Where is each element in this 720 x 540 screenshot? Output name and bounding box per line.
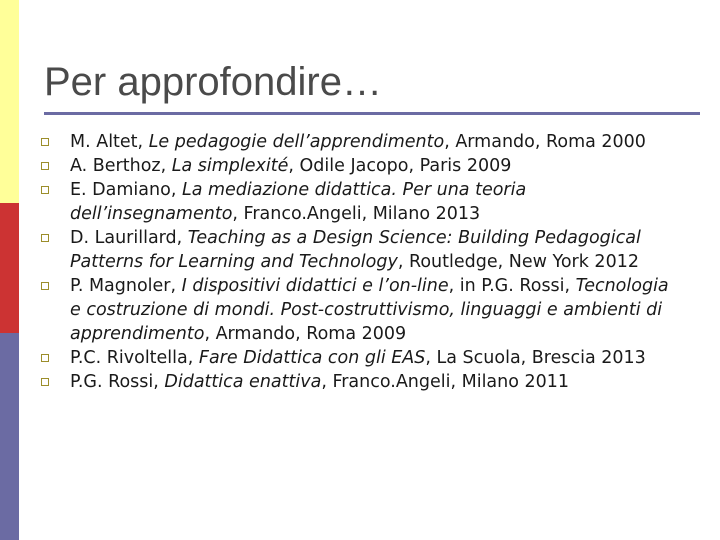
sidebar-blue-segment: [0, 333, 19, 540]
reference-in-text: , in P.G. Rossi,: [448, 276, 576, 296]
slide-title: Per approfondire…: [44, 60, 382, 104]
reference-item: [40, 130, 680, 154]
reference-publisher: , Franco.Angeli, Milano 2013: [232, 204, 481, 224]
reference-item: [40, 226, 680, 274]
reference-item: [40, 370, 680, 394]
reference-book-title: Tecnologia e costruzione di mondi. Post-costruttivismo, linguaggi e ambienti di apprendimento: [70, 276, 669, 344]
reference-book-title: Le pedagogie dell’apprendimento: [148, 132, 445, 152]
reference-book-title: La simplexité: [171, 156, 289, 176]
hollow-square-bullet-icon: [41, 378, 49, 386]
reference-item: [40, 346, 680, 370]
title-divider: [44, 112, 700, 115]
reference-item: [40, 178, 680, 226]
hollow-square-bullet-icon: [41, 282, 49, 290]
reference-publisher: , Routledge, New York 2012: [397, 252, 639, 272]
reference-publisher: , Armando, Roma 2009: [204, 324, 407, 344]
sidebar-yellow-segment: [0, 0, 19, 203]
reference-author: M. Altet,: [70, 132, 149, 152]
reference-author: E. Damiano,: [70, 180, 182, 200]
hollow-square-bullet-icon: [41, 138, 49, 146]
hollow-square-bullet-icon: [41, 234, 49, 242]
hollow-square-bullet-icon: [41, 354, 49, 362]
reference-author: P.G. Rossi,: [70, 372, 165, 392]
hollow-square-bullet-icon: [41, 162, 49, 170]
reference-book-title: La mediazione didattica. Per una teoria dell’insegnamento: [70, 180, 527, 224]
reference-author: A. Berthoz,: [70, 156, 172, 176]
hollow-square-bullet-icon: [41, 186, 49, 194]
reference-book-title: Teaching as a Design Science: Building Pedagogical Patterns for Learning and Technology: [70, 228, 641, 272]
reference-book-title: Fare Didattica con gli EAS: [198, 348, 426, 368]
reference-author: D. Laurillard,: [70, 228, 188, 248]
reference-book-title: Didattica enattiva: [164, 372, 322, 392]
reference-author: P.C. Rivoltella,: [70, 348, 199, 368]
sidebar-red-segment: [0, 203, 19, 333]
reference-item: [40, 154, 680, 178]
reference-chapter-title: I dispositivi didattici e l’on-line: [181, 276, 449, 296]
reference-author: P. Magnoler,: [70, 276, 182, 296]
reference-publisher: , Franco.Angeli, Milano 2011: [321, 372, 570, 392]
reference-publisher: , La Scuola, Brescia 2013: [425, 348, 646, 368]
decorative-sidebar: [0, 0, 19, 540]
reference-publisher: , Odile Jacopo, Paris 2009: [288, 156, 512, 176]
reference-item: [40, 274, 680, 346]
reference-publisher: , Armando, Roma 2000: [444, 132, 646, 152]
reference-list: [40, 130, 680, 394]
